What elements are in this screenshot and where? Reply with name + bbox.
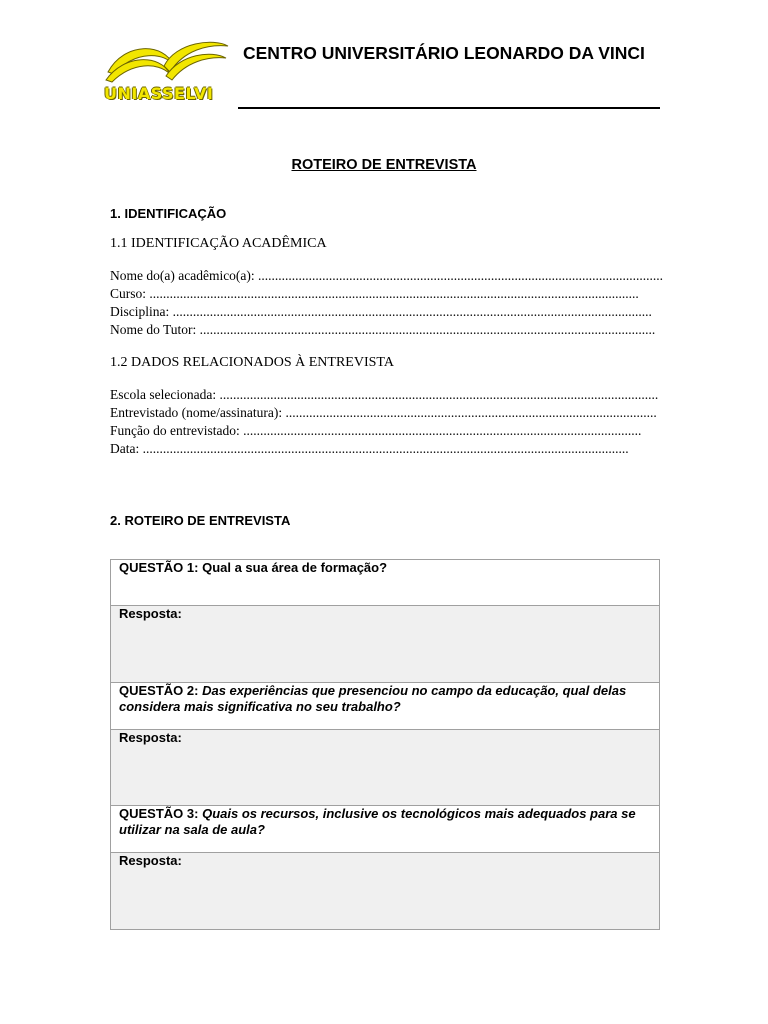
field-label: Escola selecionada: <box>110 387 217 402</box>
field-date: Data: ................................................................................................................................................ <box>110 441 629 456</box>
question-1-label: QUESTÃO 1: <box>119 560 199 575</box>
question-2-cell <box>111 683 660 730</box>
field-label: Disciplina: <box>110 304 170 319</box>
field-label: Entrevistado (nome/assinatura): <box>110 405 283 420</box>
logo-text: UNIASSELVI <box>104 84 214 103</box>
field-label: Função do entrevistado: <box>110 423 240 438</box>
answer-2-cell[interactable] <box>111 730 660 806</box>
question-2-text: Das experiências que presenciou no campo da educação, qual delas considera mais significativa no seu trabalho? <box>119 683 627 714</box>
answer-3-label: Resposta: <box>119 853 182 868</box>
field-school: Escola selecionada: .................................................................................................................................. <box>110 387 659 402</box>
field-label: Data: <box>110 441 140 456</box>
section1-2-heading: 1.2 DADOS RELACIONADOS À ENTREVISTA <box>110 355 394 370</box>
field-tutor-name: Nome do Tutor: ....................................................................................................................................... <box>110 322 656 337</box>
question-3-cell <box>111 806 660 853</box>
field-label: Nome do(a) acadêmico(a): <box>110 268 255 283</box>
field-label: Curso: <box>110 286 147 301</box>
uniasselvi-logo <box>104 36 230 106</box>
section1-1-heading: 1.1 IDENTIFICAÇÃO ACADÊMICA <box>110 236 327 251</box>
header-rule <box>238 107 660 109</box>
question-3-label: QUESTÃO 3: <box>119 806 199 821</box>
answer-2-label: Resposta: <box>119 730 182 745</box>
question-1-text: Qual a sua área de formação? <box>198 560 388 575</box>
field-label: Nome do Tutor: <box>110 322 197 337</box>
field-course: Curso: ................................................................................................................................................. <box>110 286 639 301</box>
question-3-text: Quais os recursos, inclusive os tecnológicos mais adequados para se utilizar na sala de aula? <box>119 806 636 837</box>
field-discipline: Disciplina: .............................................................................................................................................. <box>110 304 652 319</box>
section2-heading: 2. ROTEIRO DE ENTREVISTA <box>110 513 291 528</box>
question-2-label: QUESTÃO 2: <box>119 683 199 698</box>
field-academic-name: Nome do(a) acadêmico(a): ........................................................................................................................ <box>110 268 664 283</box>
field-interviewee: Entrevistado (nome/assinatura): .............................................................................................................. <box>110 405 657 420</box>
answer-3-cell[interactable] <box>111 853 660 930</box>
logo-wings-icon <box>104 36 230 88</box>
section1-heading: 1. IDENTIFICAÇÃO <box>110 206 227 221</box>
institution-name: CENTRO UNIVERSITÁRIO LEONARDO DA VINCI <box>243 43 645 63</box>
document-title: ROTEIRO DE ENTREVISTA <box>291 157 477 173</box>
field-role: Função do entrevistado: ...................................................................................................................... <box>110 423 642 438</box>
answer-1-cell[interactable] <box>111 606 660 683</box>
question-1-cell <box>111 560 660 606</box>
interview-questions-table <box>110 559 660 930</box>
answer-1-label: Resposta: <box>119 606 182 621</box>
